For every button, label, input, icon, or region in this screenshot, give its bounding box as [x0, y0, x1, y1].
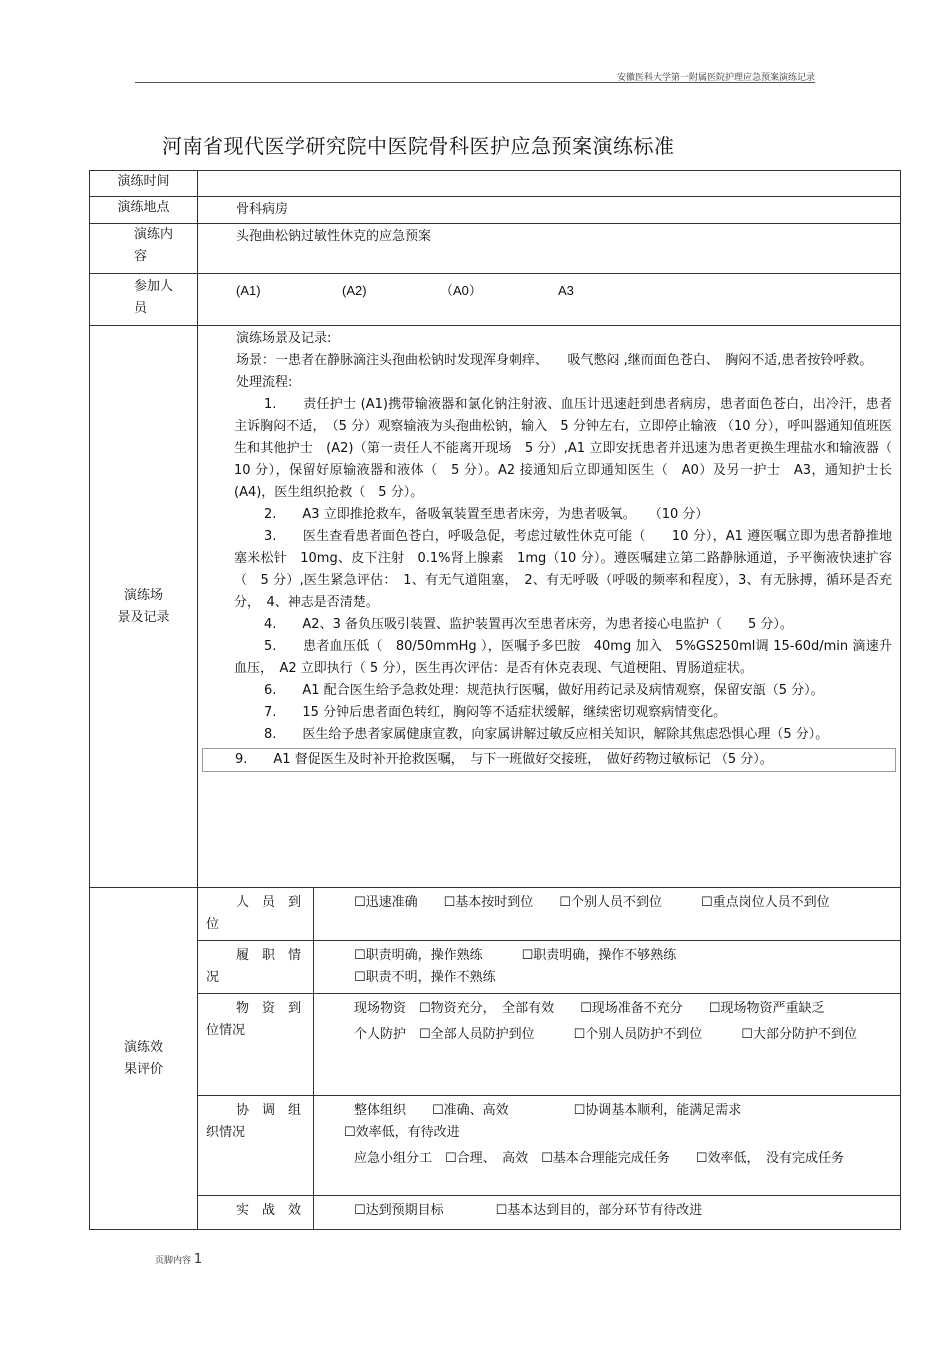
combat-label: 实 战 效 — [198, 1196, 314, 1230]
materials-checkboxes-1[interactable]: 现场物资 ☐物资充分， 全部有效 ☐现场准备不充分 ☐现场物资严重缺乏 — [354, 1001, 825, 1016]
personnel-checkboxes[interactable]: ☐迅速准确 ☐基本按时到位 ☐个别人员不到位 ☐重点岗位人员不到位 — [354, 895, 830, 910]
place-label: 演练地点 — [90, 197, 198, 224]
page-number: 1 — [193, 1252, 203, 1267]
participant-a3: A3 — [558, 283, 574, 298]
content-label — [90, 224, 198, 274]
place-value: 骨科病房 — [198, 197, 901, 224]
eval-row-personnel — [90, 888, 901, 941]
page-header-text: 安徽医科大学第一附属医院护理应急预案演练记录 — [616, 73, 815, 83]
eval-row-duty — [90, 941, 901, 994]
evaluation-label-line1: 演练效 — [123, 1039, 163, 1055]
eval-row-coordination — [90, 1096, 901, 1196]
participants-label-line1: 参加人 — [134, 279, 174, 294]
combat-checkboxes[interactable]: ☐达到预期目标 ☐基本达到目的，部分环节有待改进 — [354, 1203, 703, 1218]
participant-a2: (A2) — [342, 283, 367, 298]
time-value — [198, 171, 901, 197]
coordination-checkboxes-1[interactable]: 整体组织 ☐准确、高效 ☐协调基本顺利，能满足需求 — [354, 1103, 742, 1118]
duty-options — [314, 941, 901, 994]
step-7: 7. 15 分钟后患者面色转红，胸闷等不适症状缓解，继续密切观察病情变化。 — [264, 705, 727, 720]
time-label: 演练时间 — [90, 171, 198, 197]
step-5: 5. 患者血压低（ 80/50mmHg ），医嘱予多巴胺 40mg 加入 5%GS250ml调 15-60d/min 滴速升血压， A2 立即执行（ 5 分），医生再次评估：是否有休克表现、气道梗阻、胃肠道症状。 — [234, 639, 892, 676]
participants-label — [90, 274, 198, 326]
content-label-line1: 演练内 — [134, 227, 174, 242]
coordination-label: 协 调 组 织情况 — [198, 1096, 314, 1196]
personnel-label: 人 员 到 位 — [198, 888, 314, 941]
step-3: 3. 医生查看患者面色苍白，呼吸急促，考虑过敏性休克可能（ 10 分），A1 遵医嘱立即为患者静推地塞米松针 10mg、皮下注射 0.1%肾上腺素 1mg（10 分）。遵医嘱建立第二路静脉通道，予平衡液快速扩容（ 5 分）,医生紧急评估： 1、有无气道阻塞， 2、有无呼吸（呼吸的频率和程度），3、有无脉搏，循环是否充分， 4、神志是否清楚。 — [234, 529, 892, 610]
row-place — [90, 197, 901, 224]
participant-a1: (A1) — [236, 283, 261, 298]
row-participants — [90, 274, 901, 326]
coordination-options — [314, 1096, 901, 1196]
participants-value — [198, 274, 901, 326]
materials-label: 物 资 到 位情况 — [198, 994, 314, 1096]
page-footer — [155, 1252, 202, 1267]
combat-options — [314, 1196, 901, 1230]
header-divider — [135, 82, 815, 83]
coordination-checkboxes-2[interactable]: ☐效率低，有待改进 — [344, 1125, 460, 1140]
step-2: 2. A3 立即推抢救车，备吸氧装置至患者床旁，为患者吸氧。 （10 分） — [264, 507, 709, 522]
eval-row-materials — [90, 994, 901, 1096]
evaluation-label-line2: 果评价 — [123, 1061, 163, 1077]
footer-label: 页脚内容 — [155, 1256, 192, 1266]
coordination-checkboxes-3[interactable]: 应急小组分工 ☐合理、 高效 ☐基本合理能完成任务 ☐效率低， 没有完成任务 — [354, 1151, 844, 1166]
materials-options — [314, 994, 901, 1096]
step-8: 8. 医生给予患者家属健康宣教，向家属讲解过敏反应相关知识，解除其焦虑恐惧心理（5 分）。 — [264, 727, 829, 742]
content-label-line2: 容 — [134, 249, 148, 264]
scene-label — [90, 326, 198, 888]
step-4: 4. A2、3 备负压吸引装置、监护装置再次至患者床旁，为患者接心电监护（ 5 分）。 — [264, 617, 793, 632]
duty-checkboxes-1[interactable]: ☐职责明确，操作熟练 ☐职责明确，操作不够熟练 — [354, 948, 677, 963]
duty-label: 履 职 情 况 — [198, 941, 314, 994]
scene-heading: 演练场景及记录: — [236, 331, 332, 346]
scene-text: 场景：一患者在静脉滴注头孢曲松钠时发现浑身刺痒、 吸气憋闷 ,继而面色苍白、 胸闷不适,患者按铃呼救。 — [236, 353, 873, 368]
participant-a0: （A0） — [440, 283, 482, 298]
duty-checkboxes-2[interactable]: ☐职责不明，操作不熟练 — [354, 970, 496, 985]
step-6: 6. A1 配合医生给予急救处理：规范执行医嘱，做好用药记录及病情观察，保留安瓿（5 分）。 — [264, 683, 824, 698]
scene-label-line1: 演练场 — [123, 587, 163, 603]
row-content — [90, 224, 901, 274]
participants-label-line2: 员 — [134, 301, 148, 316]
row-time — [90, 171, 901, 197]
evaluation-label — [90, 888, 198, 1230]
personnel-options — [314, 888, 901, 941]
step-9: 9. A1 督促医生及时补开抢救医嘱， 与下一班做好交接班， 做好药物过敏标记 （5 分）。 — [235, 752, 773, 767]
scene-label-line2: 景及记录 — [117, 609, 170, 625]
process-heading: 处理流程: — [236, 375, 293, 390]
document-title: 河南省现代医学研究院中医院骨科医护应急预案演练标准 — [162, 134, 675, 158]
scene-content — [198, 326, 919, 888]
step-1: 1. 责任护士 (A1)携带输液器和氯化钠注射液、血压计迅速赶到患者病房，患者面色苍白，出冷汗，患者主诉胸闷不适， （5 分）观察输液为头孢曲松钠，输入 5 分钟左右，立即停止输液 （10 分），呼叫器通知值班医生和其他护士 (A2)（第一责任人不能离开现场 5 分）,A1 立即安抚患者并迅速为患者更换生理盐水和输液器（ 10 分），保留好原输液器和液体（ 5 分）。A2 接通知后立即通知医生（ A0）及另一护士 A3，通知护士长 (A4)，医生组织抢救（ 5 分）。 — [234, 397, 919, 500]
row-scene — [90, 326, 901, 888]
content-value: 头孢曲松钠过敏性休克的应急预案 — [198, 224, 901, 274]
drill-record-table — [89, 170, 919, 1230]
eval-row-combat — [90, 1196, 901, 1230]
materials-checkboxes-2[interactable]: 个人防护 ☐全部人员防护到位 ☐个别人员防护不到位 ☐大部分防护不到位 — [354, 1027, 857, 1042]
